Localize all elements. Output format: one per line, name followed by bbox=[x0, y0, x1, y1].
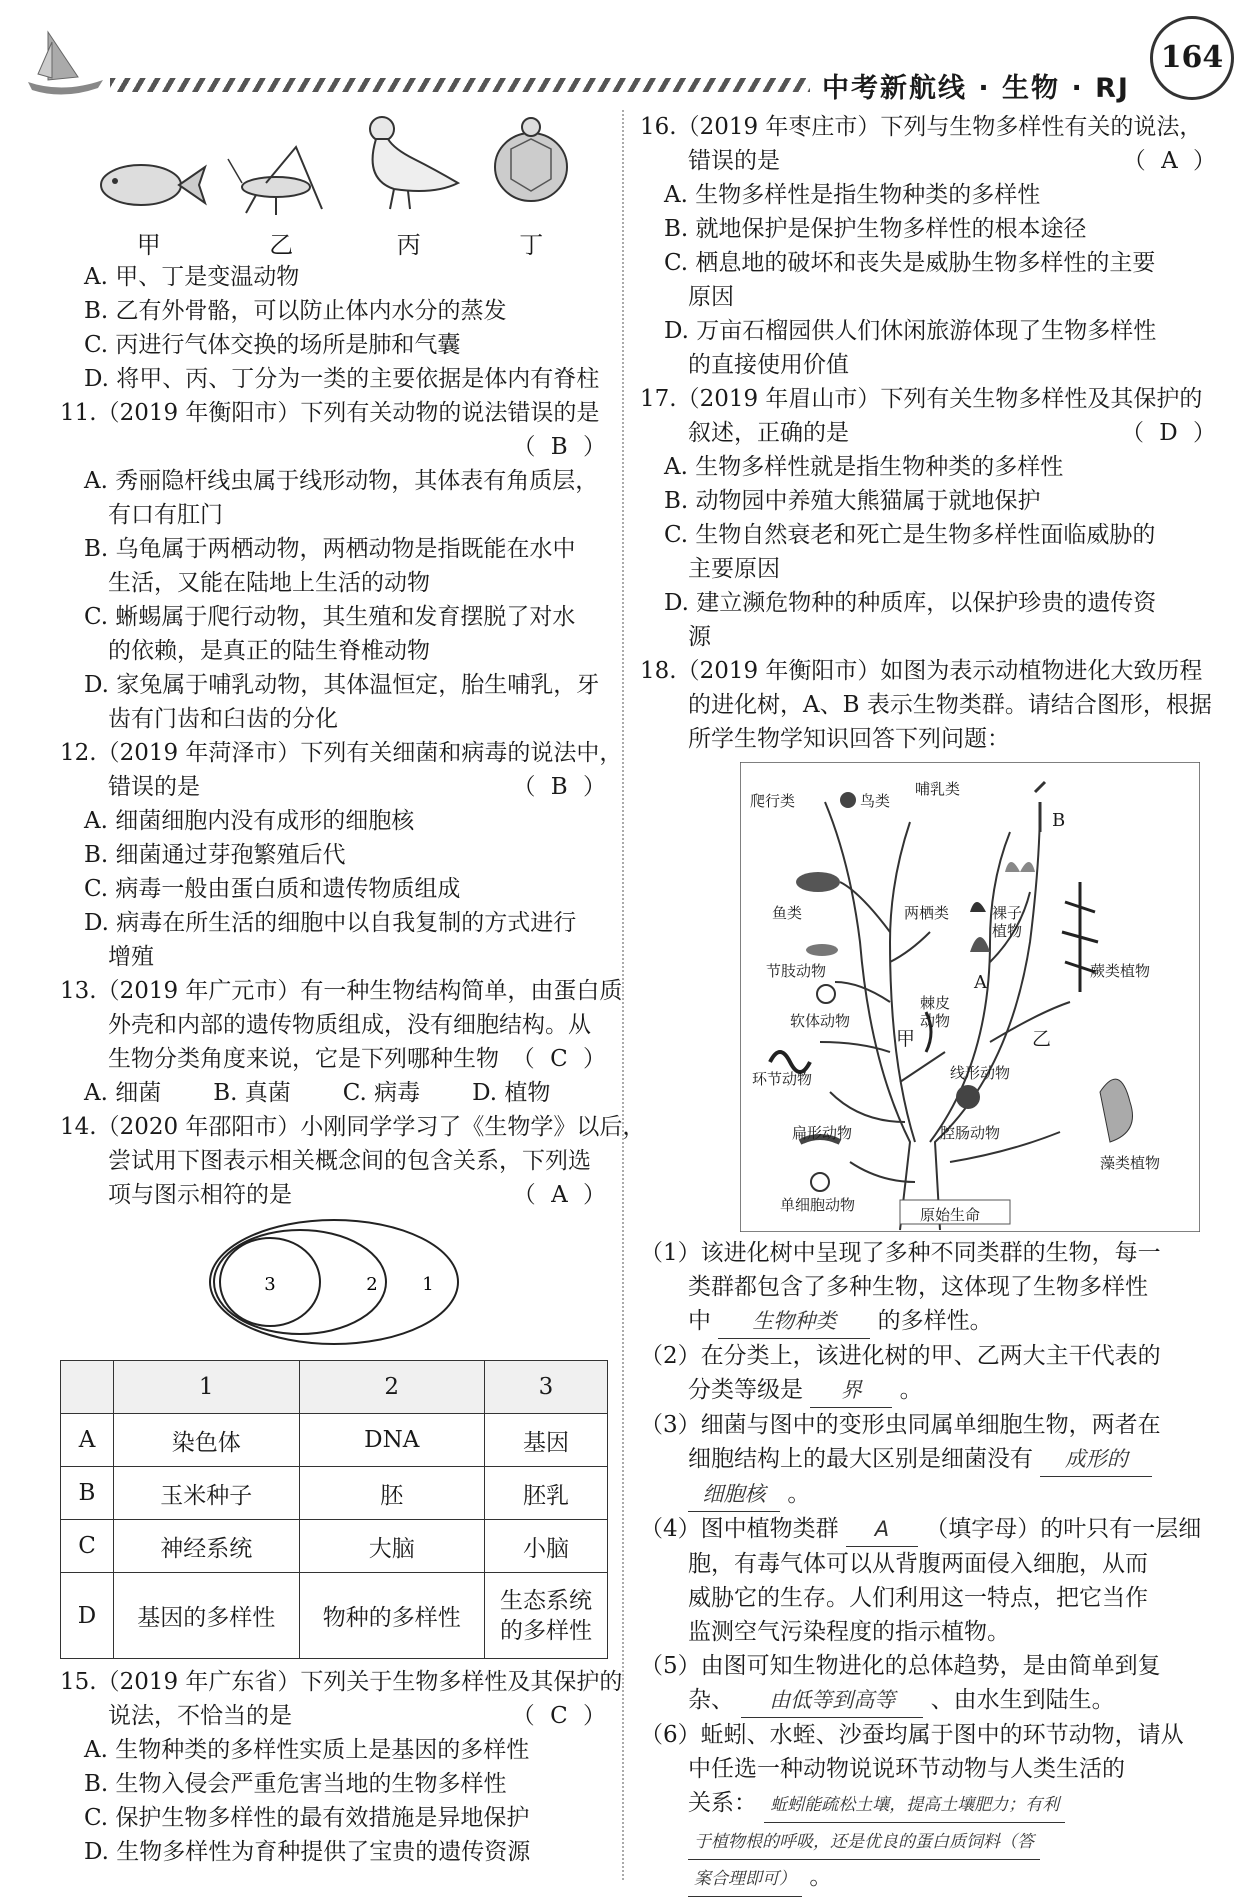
table-header-row bbox=[61, 1361, 608, 1414]
table-cell: 基因的多样性 bbox=[114, 1573, 300, 1659]
tree-label-echino-2: 动物 bbox=[920, 1012, 951, 1030]
q12-option-b: B. 细菌通过芽孢繁殖后代 bbox=[84, 842, 346, 868]
tree-label-nematode: 线形动物 bbox=[950, 1064, 1011, 1082]
shell-icon bbox=[817, 985, 835, 1003]
tree-label-b: B bbox=[1052, 810, 1066, 831]
q18-sub4-line4: 监测空气污染程度的指示植物。 bbox=[688, 1619, 1010, 1645]
algae-icon bbox=[1100, 1079, 1133, 1142]
q16-stem: 16.（2019 年枣庄市）下列与生物多样性有关的说法， bbox=[640, 114, 1203, 140]
table-cell: 小脑 bbox=[485, 1520, 608, 1573]
table-cell: DNA bbox=[299, 1414, 485, 1467]
bird-icon bbox=[840, 792, 856, 808]
table-cell: C bbox=[61, 1520, 114, 1573]
tree-label-gymno: 裸子 bbox=[992, 904, 1023, 922]
venn-label-1: 1 bbox=[422, 1274, 434, 1295]
q16-option-a: A. 生物多样性是指生物种类的多样性 bbox=[664, 182, 1041, 208]
table-cell: 玉米种子 bbox=[114, 1467, 300, 1520]
q12-stem-cont: 错误的是 bbox=[108, 774, 200, 800]
q18-sub5-pre: 杂、 bbox=[688, 1687, 734, 1713]
tree-label-arthropod: 节肢动物 bbox=[766, 962, 827, 980]
table-cell: B bbox=[61, 1467, 114, 1520]
angiosperm-icon bbox=[1035, 782, 1045, 832]
table-row bbox=[61, 1520, 608, 1573]
q17-option-d: D. 建立濒危物种的种质库，以保护珍贵的遗传资 bbox=[664, 590, 1157, 616]
animal-label-yi: 乙 bbox=[269, 231, 294, 259]
q18-sub2-answer: 界 bbox=[810, 1373, 892, 1408]
q18-sub6-answer-end: 案合理即可） bbox=[688, 1862, 802, 1897]
venn-label-3: 3 bbox=[264, 1274, 276, 1295]
table-header-cell: 1 bbox=[114, 1361, 300, 1414]
q18-stem-3: 所学生物学知识回答下列问题： bbox=[688, 726, 1010, 752]
q18-sub6-answer: 蚯蚓能疏松土壤，提高土壤肥力；有利 bbox=[764, 1788, 1065, 1823]
pigeon-icon bbox=[354, 109, 464, 219]
tree-label-mollusk: 软体动物 bbox=[790, 1012, 851, 1030]
q16-option-c: C. 栖息地的破坏和丧失是威胁生物多样性的主要 bbox=[664, 250, 1156, 276]
insect-icon bbox=[806, 944, 838, 956]
table-header-cell: 3 bbox=[485, 1361, 608, 1414]
q17-option-a: A. 生物多样性就是指生物种类的多样性 bbox=[664, 454, 1064, 480]
table-cell: 胚乳 bbox=[485, 1467, 608, 1520]
q18-sub1-line2: 类群都包含了多种生物，这体现了生物多样性 bbox=[688, 1274, 1148, 1300]
q15-option-b: B. 生物入侵会严重危害当地的生物多样性 bbox=[84, 1771, 507, 1797]
column-divider bbox=[622, 110, 624, 1880]
left-column bbox=[60, 110, 646, 1869]
q18-sub4-answer: A bbox=[846, 1512, 918, 1547]
q16-option-d-cont: 的直接使用价值 bbox=[688, 352, 849, 378]
q18-sub6-post: 。 bbox=[809, 1864, 833, 1890]
q17-stem: 17.（2019 年眉山市）下列有关生物多样性及其保护的 bbox=[640, 386, 1203, 412]
q16-answer: （ A ） bbox=[1122, 148, 1220, 174]
q15-option-d: D. 生物多样性为育种提供了宝贵的遗传资源 bbox=[84, 1839, 531, 1865]
q17-option-d-cont: 源 bbox=[688, 624, 711, 650]
amoeba-icon bbox=[811, 1173, 829, 1191]
q12-answer: （ B ） bbox=[512, 774, 610, 800]
tree-label-yi: 乙 bbox=[1032, 1028, 1052, 1050]
q18-sub3-line2 bbox=[640, 1442, 1220, 1477]
q12-option-d-cont: 增殖 bbox=[108, 944, 154, 970]
header-rule bbox=[110, 78, 810, 92]
q17-option-c-cont: 主要原因 bbox=[688, 556, 780, 582]
tree-label-protozoa: 单细胞动物 bbox=[780, 1196, 856, 1214]
q18-sub5-post: 、由水生到陆生。 bbox=[930, 1687, 1115, 1713]
q18-sub1-line1: （1）该进化树中呈现了多种不同类群的生物，每一 bbox=[640, 1240, 1161, 1266]
q10-animal-figure bbox=[60, 110, 610, 260]
q13-option-c: C. 病毒 bbox=[342, 1080, 421, 1106]
q18-sub5-line1: （5）由图可知生物进化的总体趋势，是由简单到复 bbox=[640, 1653, 1161, 1679]
q12-option-d: D. 病毒在所生活的细胞中以自我复制的方式进行 bbox=[84, 910, 577, 936]
q13-option-d: D. 植物 bbox=[472, 1080, 551, 1106]
q12-option-c: C. 病毒一般由蛋白质和遗传物质组成 bbox=[84, 876, 461, 902]
tree-label-amphibian: 两栖类 bbox=[904, 904, 950, 922]
q18-sub3-answer: 成形的 bbox=[1040, 1442, 1152, 1477]
animal-label-ding: 丁 bbox=[519, 231, 544, 259]
q11-option-d-cont: 齿有门齿和臼齿的分化 bbox=[108, 706, 338, 732]
q10-option-d: D. 将甲、丙、丁分为一类的主要依据是体内有脊柱 bbox=[84, 366, 600, 392]
page-header bbox=[0, 0, 1250, 112]
grasshopper-icon bbox=[226, 139, 336, 219]
q17-option-b: B. 动物园中养殖大熊猫属于就地保护 bbox=[664, 488, 1041, 514]
q13-option-a: A. 细菌 bbox=[84, 1080, 162, 1106]
q15-stem-cont: 说法，不恰当的是 bbox=[108, 1703, 292, 1729]
q10-option-a: A. 甲、丁是变温动物 bbox=[84, 264, 300, 290]
q18-sub3-line1: （3）细菌与图中的变形虫同属单细胞生物，两者在 bbox=[640, 1412, 1161, 1438]
table-cell: 生态系统的多样性 bbox=[485, 1573, 608, 1659]
q18-sub5-answer: 由低等到高等 bbox=[741, 1683, 923, 1718]
tree-label-cnidarian: 腔肠动物 bbox=[940, 1124, 1001, 1142]
q17-option-c: C. 生物自然衰老和死亡是生物多样性面临威胁的 bbox=[664, 522, 1156, 548]
tree-label-algae: 藻类植物 bbox=[1100, 1154, 1161, 1172]
animal-ding bbox=[481, 109, 581, 260]
q11-stem: 11.（2019 年衡阳市）下列有关动物的说法错误的是 bbox=[60, 400, 600, 426]
turtle-icon bbox=[481, 109, 581, 219]
venn-label-2: 2 bbox=[366, 1274, 378, 1295]
q17-stem-cont: 叙述，正确的是 bbox=[688, 420, 849, 446]
q18-sub3-answer-cont: 细胞核 bbox=[688, 1477, 780, 1512]
q11-option-b-cont: 生活，又能在陆地上生活的动物 bbox=[108, 570, 430, 596]
q14-options-table bbox=[60, 1360, 608, 1659]
table-cell: 染色体 bbox=[114, 1414, 300, 1467]
q18-sub1-line3 bbox=[640, 1304, 1220, 1339]
animal-yi bbox=[226, 139, 336, 260]
q18-sub1-post: 的多样性。 bbox=[877, 1308, 993, 1334]
animal-label-bing: 丙 bbox=[396, 231, 421, 259]
q18-sub4-line2: 胞，有毒气体可以从背腹两面侵入细胞，从而 bbox=[688, 1551, 1148, 1577]
q11-option-d: D. 家兔属于哺乳动物，其体温恒定，胎生哺乳，牙 bbox=[84, 672, 600, 698]
q18-sub2-post: 。 bbox=[899, 1377, 923, 1403]
animal-label-jia: 甲 bbox=[136, 231, 161, 259]
tree-label-reptile: 爬行类 bbox=[750, 792, 796, 810]
q10-option-b: B. 乙有外骨骼，可以防止体内水分的蒸发 bbox=[84, 298, 507, 324]
q18-sub6-line3 bbox=[640, 1786, 1220, 1823]
q18-sub2-line2 bbox=[640, 1373, 1220, 1408]
tree-label-annelid: 环节动物 bbox=[752, 1070, 813, 1088]
q15-option-a: A. 生物种类的多样性实质上是基因的多样性 bbox=[84, 1737, 530, 1763]
tree-label-bird: 鸟类 bbox=[860, 792, 891, 810]
fish-icon bbox=[89, 149, 209, 219]
table-cell: D bbox=[61, 1573, 114, 1659]
table-header-cell bbox=[61, 1361, 114, 1414]
q18-sub6-line4 bbox=[640, 1823, 1220, 1860]
q18-sub3-line3 bbox=[640, 1477, 1220, 1512]
q11-option-a: A. 秀丽隐杆线虫属于线形动物，其体表有角质层， bbox=[84, 468, 599, 494]
q18-stem-1: 18.（2019 年衡阳市）如图为表示动植物进化大致历程 bbox=[640, 658, 1203, 684]
q18-sub6-answer-cont: 于植物根的呼吸，还是优良的蛋白质饲料（答 bbox=[688, 1825, 1040, 1860]
q18-sub5-line2 bbox=[640, 1683, 1220, 1718]
q13-stem-1: 13.（2019 年广元市）有一种生物结构简单，由蛋白质 bbox=[60, 978, 623, 1004]
q16-option-d: D. 万亩石榴园供人们休闲旅游体现了生物多样性 bbox=[664, 318, 1157, 344]
table-cell: 基因 bbox=[485, 1414, 608, 1467]
q17-answer: （ D ） bbox=[1120, 420, 1220, 446]
moss-icon bbox=[970, 902, 986, 912]
q18-sub6-line2: 中任选一种动物说说环节动物与人类生活的 bbox=[688, 1756, 1125, 1782]
table-cell: 胚 bbox=[299, 1467, 485, 1520]
evolution-tree-figure bbox=[740, 762, 1200, 1232]
animal-jia bbox=[89, 149, 209, 260]
book-title: 中考新航线 · 生物 · RJ bbox=[822, 73, 1130, 104]
q16-stem-cont: 错误的是 bbox=[688, 148, 780, 174]
q15-answer: （ C ） bbox=[511, 1703, 610, 1729]
q12-stem: 12.（2019 年菏泽市）下列有关细菌和病毒的说法中， bbox=[60, 740, 623, 766]
tree-label-mammal: 哺乳类 bbox=[915, 780, 961, 798]
q14-venn-diagram bbox=[60, 1212, 610, 1352]
q13-option-b: B. 真菌 bbox=[213, 1080, 291, 1106]
table-row bbox=[61, 1573, 608, 1659]
q14-stem-1: 14.（2020 年邵阳市）小刚同学学习了《生物学》以后， bbox=[60, 1114, 646, 1140]
q15-stem: 15.（2019 年广东省）下列关于生物多样性及其保护的 bbox=[60, 1669, 623, 1695]
q12-option-a: A. 细菌细胞内没有成形的细胞核 bbox=[84, 808, 415, 834]
q11-option-a-cont: 有口有肛门 bbox=[108, 502, 223, 528]
right-column bbox=[640, 110, 1220, 1897]
table-row bbox=[61, 1414, 608, 1467]
q13-stem-2: 外壳和内部的遗传物质组成，没有细胞结构。从 bbox=[108, 1012, 591, 1038]
q10-option-c: C. 丙进行气体交换的场所是肺和气囊 bbox=[84, 332, 461, 358]
gymnosperm-icon bbox=[1005, 862, 1035, 872]
table-cell: A bbox=[61, 1414, 114, 1467]
q18-sub1-answer: 生物种类 bbox=[718, 1304, 870, 1339]
q18-stem-2: 的进化树，A、B 表示生物类群。请结合图形，根据 bbox=[688, 692, 1212, 718]
table-cell: 物种的多样性 bbox=[299, 1573, 485, 1659]
q13-answer: （ C ） bbox=[511, 1046, 610, 1072]
tree-label-gymno-2: 植物 bbox=[992, 922, 1023, 940]
table-cell: 大脑 bbox=[299, 1520, 485, 1573]
q13-stem-3: 生物分类角度来说，它是下列哪种生物 bbox=[108, 1046, 499, 1072]
q16-option-c-cont: 原因 bbox=[688, 284, 734, 310]
tree-label-flatworm: 扁形动物 bbox=[792, 1124, 853, 1142]
table-row bbox=[61, 1467, 608, 1520]
q14-answer: （ A ） bbox=[512, 1182, 610, 1208]
q18-sub4-line1 bbox=[640, 1512, 1220, 1547]
q18-sub6-line5 bbox=[640, 1860, 1220, 1897]
q16-option-b: B. 就地保护是保护生物多样性的根本途径 bbox=[664, 216, 1087, 242]
q11-option-c-cont: 的依赖，是真正的陆生脊椎动物 bbox=[108, 638, 430, 664]
fish-icon bbox=[796, 872, 840, 892]
q11-answer: （ B ） bbox=[512, 434, 610, 460]
tree-label-fern: 蕨类植物 bbox=[1090, 962, 1151, 980]
q18-sub3-pre: 细胞结构上的最大区别是细菌没有 bbox=[688, 1446, 1033, 1472]
q15-option-c: C. 保护生物多样性的最有效措施是异地保护 bbox=[84, 1805, 530, 1831]
echinoderm-icon bbox=[970, 937, 990, 952]
q11-option-b: B. 乌龟属于两栖动物，两栖动物是指既能在水中 bbox=[84, 536, 576, 562]
q18-sub4-line3: 威胁它的生存。人们利用这一特点，把它当作 bbox=[688, 1585, 1148, 1611]
q13-options bbox=[60, 1076, 610, 1110]
page-number: 164 bbox=[1150, 16, 1234, 100]
tree-label-echino: 棘皮 bbox=[920, 994, 951, 1012]
tree-label-jia: 甲 bbox=[896, 1028, 916, 1050]
animal-bing bbox=[354, 109, 464, 260]
q18-sub2-line1: （2）在分类上，该进化树的甲、乙两大主干代表的 bbox=[640, 1343, 1161, 1369]
q18-sub4-post: （填字母）的叶只有一层细 bbox=[925, 1516, 1202, 1542]
q14-stem-2: 尝试用下图表示相关概念间的包含关系，下列选 bbox=[108, 1148, 591, 1174]
q18-sub3-post: 。 bbox=[787, 1481, 811, 1507]
hydra-icon bbox=[956, 1085, 980, 1109]
tree-label-origin: 原始生命 bbox=[920, 1206, 981, 1224]
q18-sub2-pre: 分类等级是 bbox=[688, 1377, 803, 1403]
q18-sub6-pre: 关系： bbox=[688, 1790, 757, 1816]
table-header-cell: 2 bbox=[299, 1361, 485, 1414]
tree-label-fish: 鱼类 bbox=[772, 904, 803, 922]
tree-label-a: A bbox=[974, 972, 987, 993]
q11-option-c: C. 蜥蜴属于爬行动物，其生殖和发育摆脱了对水 bbox=[84, 604, 576, 630]
venn-svg bbox=[60, 1212, 608, 1352]
q18-sub4-pre: （4）图中植物类群 bbox=[640, 1516, 839, 1542]
table-cell: 神经系统 bbox=[114, 1520, 300, 1573]
q18-sub6-line1: （6）蚯蚓、水蛭、沙蚕均属于图中的环节动物，请从 bbox=[640, 1722, 1184, 1748]
sailboat-logo-icon bbox=[18, 22, 108, 102]
q18-sub1-pre: 中 bbox=[688, 1308, 711, 1334]
q14-stem-3: 项与图示相符的是 bbox=[108, 1182, 292, 1208]
